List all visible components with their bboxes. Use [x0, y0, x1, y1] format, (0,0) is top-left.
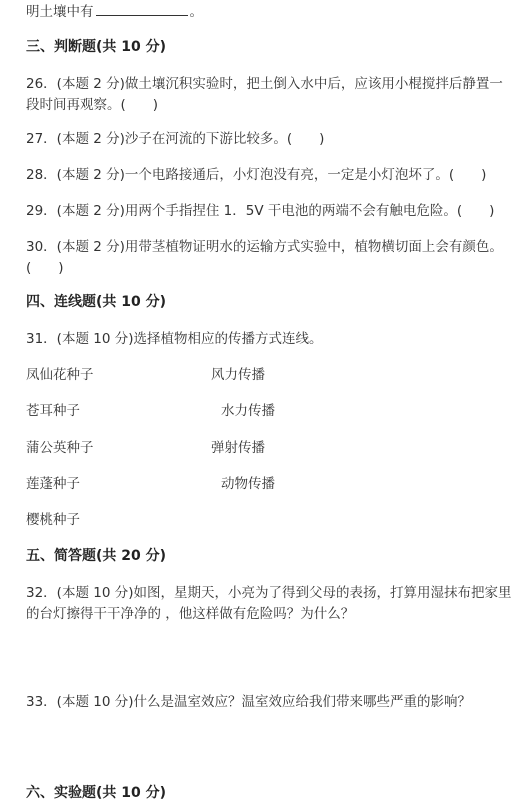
- dispersal-method: 水力传播: [221, 403, 275, 419]
- section-heading-judgement: 三、判断题(共 10 分): [26, 39, 167, 55]
- intro-line: [26, 1, 203, 22]
- question-26: 26．(本题 2 分)做土壤沉积实验时，把土倒入水中后，应该用小棍搅拌后静置一段时间再观察。( ): [26, 76, 503, 113]
- question-32: 32．(本题 10 分)如图，星期天，小亮为了得到父母的表扬，打算用湿抹布把家里的台灯擦得干干净净的 ，他这样做有危险吗？为什么？: [26, 585, 512, 622]
- question-28: 28．(本题 2 分)一个电路接通后，小灯泡没有亮，一定是小灯泡坏了。( ): [26, 167, 487, 183]
- intro-end: 。: [189, 4, 203, 20]
- question-27: 27．(本题 2 分)沙子在河流的下游比较多。( ): [26, 131, 325, 147]
- seed-item: 莲蓬种子: [26, 476, 80, 492]
- answer-blank: [96, 1, 188, 16]
- question-30: 30．(本题 2 分)用带茎植物证明水的运输方式实验中，植物横切面上会有颜色。( ): [26, 239, 503, 276]
- section-heading-experiment: 六、实验题(共 10 分): [26, 785, 167, 801]
- section-heading-short-answer: 五、简答题(共 20 分): [26, 548, 167, 564]
- question-29: 29．(本题 2 分)用两个手指捏住 1．5V 干电池的两端不会有触电危险。( ): [26, 203, 495, 219]
- question-33: 33．(本题 10 分)什么是温室效应？温室效应给我们带来哪些严重的影响？: [26, 694, 471, 710]
- seed-item: 苍耳种子: [26, 403, 80, 419]
- dispersal-method: 弹射传播: [211, 440, 265, 456]
- question-31: 31．(本题 10 分)选择植物相应的传播方式连线。: [26, 331, 323, 347]
- section-heading-matching: 四、连线题(共 10 分): [26, 294, 167, 310]
- dispersal-method: 风力传播: [211, 367, 265, 383]
- seed-item: 樱桃种子: [26, 512, 80, 528]
- seed-item: 凤仙花种子: [26, 367, 94, 383]
- seed-item: 蒲公英种子: [26, 440, 94, 456]
- dispersal-method: 动物传播: [221, 476, 275, 492]
- intro-text: 明土壤中有: [26, 4, 94, 20]
